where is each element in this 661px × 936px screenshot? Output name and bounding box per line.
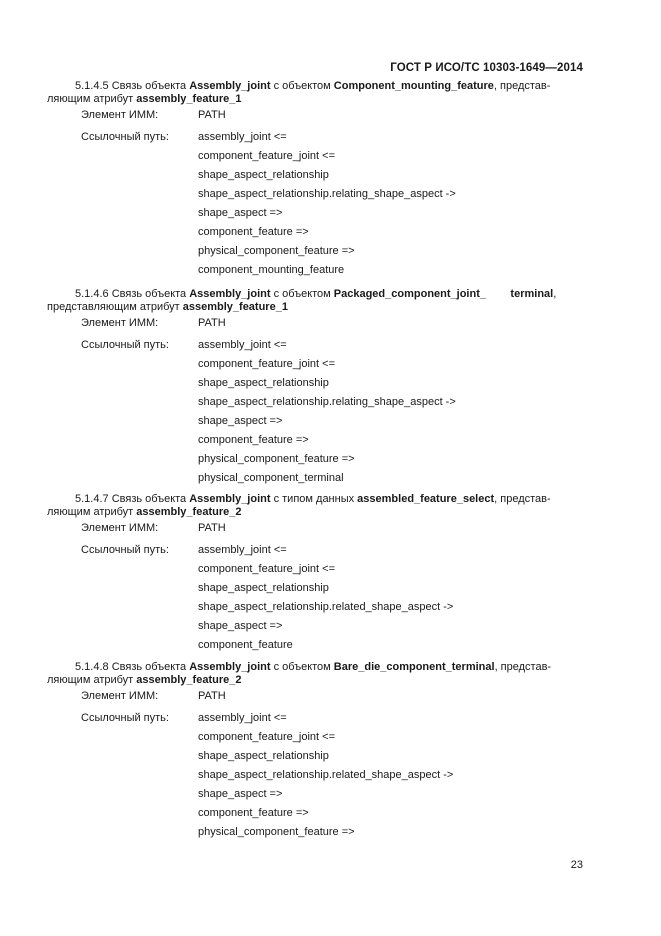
source-object: Assembly_joint <box>189 288 271 300</box>
section-heading <box>47 288 583 314</box>
path-row <box>47 223 583 242</box>
path-step: shape_aspect_relationship <box>198 582 329 594</box>
section-number: 5.1.4.5 <box>75 80 109 92</box>
attribute-name: assembly_feature_1 <box>136 93 242 105</box>
path-row <box>47 393 583 412</box>
heading-text: , представ- <box>493 80 551 92</box>
path-row <box>47 128 583 147</box>
path-step: shape_aspect_relationship <box>198 377 329 389</box>
path-step: shape_aspect_relationship.relating_shape_aspect -> <box>198 396 456 408</box>
path-step: physical_component_feature => <box>198 453 355 465</box>
path-step: component_feature <box>198 639 293 651</box>
path-row <box>47 560 583 579</box>
path-step: shape_aspect_relationship <box>198 750 329 762</box>
path-row <box>47 785 583 804</box>
path-step: assembly_joint <= <box>198 544 287 556</box>
mapping-section <box>47 493 583 655</box>
path-row <box>47 469 583 488</box>
element-label: Элемент ИММ: <box>81 522 159 534</box>
path-row <box>47 355 583 374</box>
attribute-name: assembly_feature_2 <box>136 674 242 686</box>
path-row <box>47 147 583 166</box>
target-object: Component_mounting_feature <box>333 80 494 92</box>
element-value: PATH <box>198 522 226 534</box>
path-step: component_feature_joint <= <box>198 358 335 370</box>
path-row <box>47 450 583 469</box>
path-step: shape_aspect => <box>198 415 283 427</box>
heading-text: представляющим атрибут <box>47 301 183 313</box>
element-label: Элемент ИММ: <box>81 109 159 121</box>
path-step: shape_aspect_relationship.related_shape_aspect -> <box>198 769 454 781</box>
path-step: shape_aspect => <box>198 788 283 800</box>
path-row <box>47 579 583 598</box>
target-object: assembled_feature_select <box>357 493 495 505</box>
heading-text: Связь объекта <box>108 288 190 300</box>
path-step: physical_component_feature => <box>198 245 355 257</box>
path-step: component_feature_joint <= <box>198 563 335 575</box>
mapping-section <box>47 661 583 842</box>
path-row <box>47 636 583 655</box>
target-object: Packaged_component_joint_ terminal <box>333 288 554 300</box>
section-heading <box>47 661 583 687</box>
ref-path-label: Ссылочный путь: <box>81 544 169 556</box>
heading-text: ляющим атрибут <box>47 506 137 518</box>
path-row <box>47 747 583 766</box>
path-row <box>47 598 583 617</box>
section-heading <box>47 493 583 519</box>
path-row <box>47 804 583 823</box>
path-step: shape_aspect_relationship.related_shape_aspect -> <box>198 601 454 613</box>
ref-path-label: Ссылочный путь: <box>81 131 169 143</box>
heading-text: , представ- <box>494 661 552 673</box>
attribute-name: assembly_feature_1 <box>182 301 288 313</box>
path-step: component_feature => <box>198 807 309 819</box>
path-step: component_feature_joint <= <box>198 731 335 743</box>
page-number: 23 <box>570 859 583 871</box>
path-row <box>47 185 583 204</box>
attribute-name: assembly_feature_2 <box>136 506 242 518</box>
heading-text: , представ- <box>494 493 551 505</box>
path-step: assembly_joint <= <box>198 339 287 351</box>
heading-text: ляющим атрибут <box>47 674 137 686</box>
ref-path-label: Ссылочный путь: <box>81 712 169 724</box>
heading-text: с объектом <box>270 80 334 92</box>
heading-text: Связь объекта <box>108 661 190 673</box>
section-number: 5.1.4.6 <box>75 288 109 300</box>
path-row <box>47 204 583 223</box>
heading-text: ляющим атрибут <box>47 93 137 105</box>
path-step: component_feature_joint <= <box>198 150 335 162</box>
element-label: Элемент ИММ: <box>81 690 159 702</box>
path-row <box>47 709 583 728</box>
path-step: shape_aspect => <box>198 207 283 219</box>
path-row <box>47 728 583 747</box>
path-row <box>47 617 583 636</box>
path-row <box>47 823 583 842</box>
mapping-section <box>47 80 583 280</box>
target-object: Bare_die_component_terminal <box>333 661 495 673</box>
path-row <box>47 242 583 261</box>
path-row <box>47 336 583 355</box>
heading-text: с объектом <box>270 288 334 300</box>
heading-text: с объектом <box>270 661 334 673</box>
path-step: shape_aspect => <box>198 620 283 632</box>
source-object: Assembly_joint <box>189 80 271 92</box>
path-row <box>47 261 583 280</box>
path-step: component_feature => <box>198 226 309 238</box>
path-row <box>47 431 583 450</box>
element-label: Элемент ИММ: <box>81 317 159 329</box>
path-step: component_mounting_feature <box>198 264 345 276</box>
path-row <box>47 412 583 431</box>
element-row <box>47 687 583 706</box>
path-step: assembly_joint <= <box>198 131 287 143</box>
mapping-section <box>47 288 583 488</box>
path-row <box>47 374 583 393</box>
section-heading <box>47 80 583 106</box>
path-step: assembly_joint <= <box>198 712 287 724</box>
element-value: PATH <box>198 690 226 702</box>
path-step: physical_component_terminal <box>198 472 344 484</box>
path-row <box>47 541 583 560</box>
heading-text: Связь объекта <box>108 493 190 505</box>
element-value: PATH <box>198 109 226 121</box>
ref-path-label: Ссылочный путь: <box>81 339 169 351</box>
path-row <box>47 166 583 185</box>
path-step: physical_component_feature => <box>198 826 355 838</box>
path-step: component_feature => <box>198 434 309 446</box>
element-row <box>47 106 583 125</box>
document-code-header: ГОСТ Р ИСО/ТС 10303-1649—2014 <box>390 62 583 74</box>
element-value: PATH <box>198 317 226 329</box>
heading-text: , <box>553 288 557 300</box>
path-step: shape_aspect_relationship <box>198 169 329 181</box>
path-row <box>47 766 583 785</box>
source-object: Assembly_joint <box>189 661 271 673</box>
heading-text: Связь объекта <box>108 80 190 92</box>
path-step: shape_aspect_relationship.relating_shape_aspect -> <box>198 188 456 200</box>
element-row <box>47 314 583 333</box>
heading-text: с типом данных <box>270 493 358 505</box>
source-object: Assembly_joint <box>189 493 271 505</box>
section-number: 5.1.4.7 <box>75 493 109 505</box>
section-number: 5.1.4.8 <box>75 661 109 673</box>
element-row <box>47 519 583 538</box>
